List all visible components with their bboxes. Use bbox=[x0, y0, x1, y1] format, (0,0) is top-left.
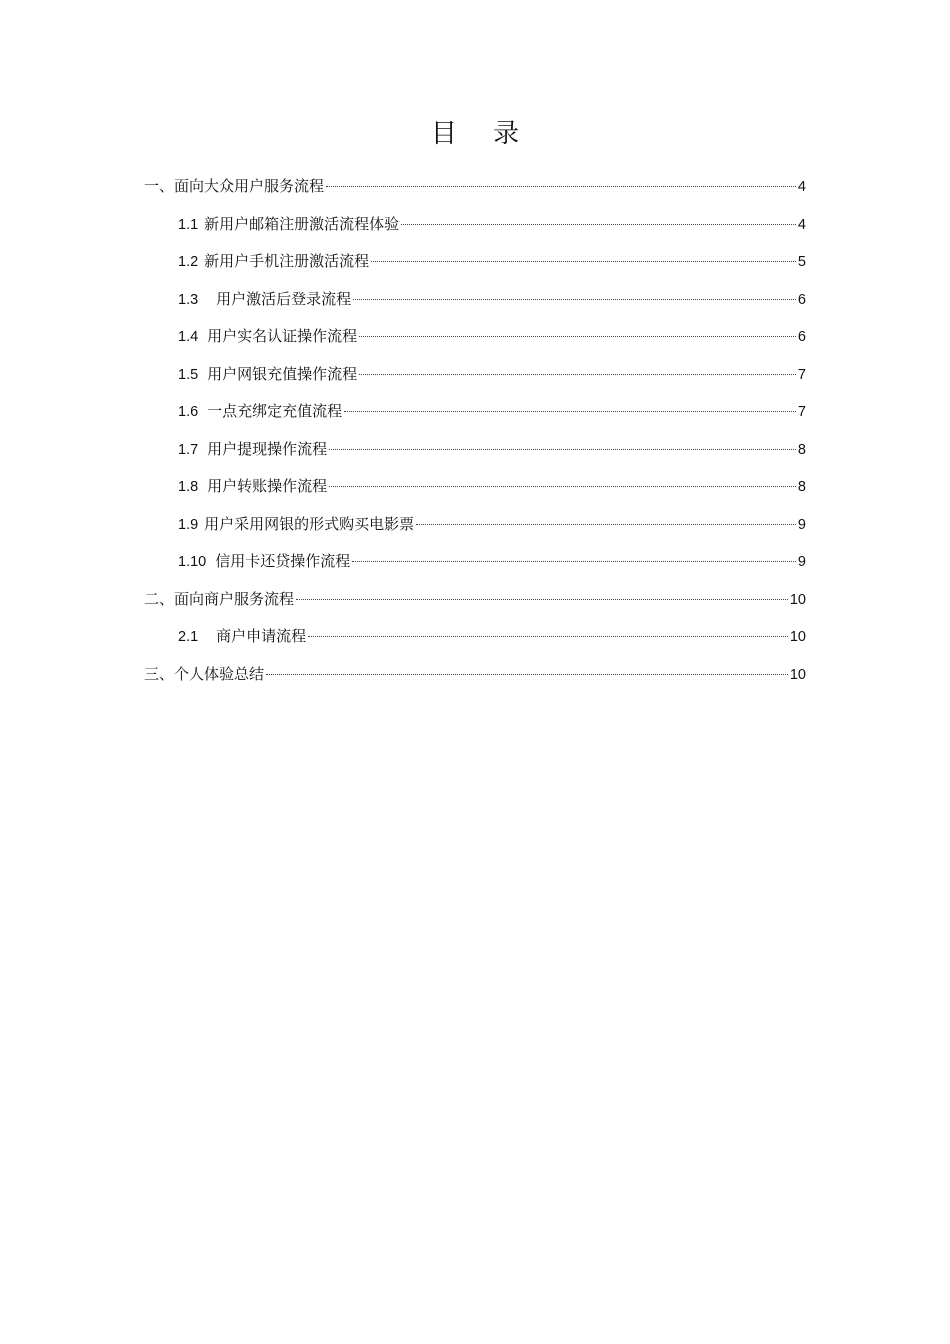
toc-leader-dots bbox=[359, 336, 796, 337]
toc-section-number: 1.9 bbox=[178, 516, 199, 533]
toc-page-number: 8 bbox=[797, 441, 806, 458]
toc-page-number: 9 bbox=[797, 516, 806, 533]
toc-entry[interactable] bbox=[144, 543, 806, 581]
toc-leader-dots bbox=[326, 186, 796, 187]
toc-entry[interactable] bbox=[144, 431, 806, 469]
toc-entry[interactable] bbox=[144, 506, 806, 544]
toc-page-number: 5 bbox=[797, 254, 806, 270]
toc-leader-dots bbox=[296, 599, 788, 600]
toc-entry-text: 用户转账操作流程 bbox=[207, 477, 328, 495]
toc-page-number: 7 bbox=[797, 404, 806, 420]
toc-entry-text: 三、个人体验总结 bbox=[144, 664, 265, 683]
toc-leader-dots bbox=[329, 449, 796, 450]
toc-section-number: 2.1 bbox=[178, 629, 199, 645]
toc-leader-dots bbox=[308, 636, 788, 637]
toc-section-number: 1.1 bbox=[178, 216, 199, 233]
toc-entry-text: 用户网银充值操作流程 bbox=[207, 364, 358, 383]
toc-entry-text: 商户申请流程 bbox=[216, 627, 307, 645]
toc-page-number: 8 bbox=[797, 479, 806, 495]
toc-section-number: 1.10 bbox=[178, 554, 207, 570]
toc-entry[interactable] bbox=[144, 581, 806, 619]
toc-entry-text: 一、面向大众用户服务流程 bbox=[144, 177, 325, 195]
toc-page-number: 4 bbox=[797, 179, 806, 195]
toc-page-number: 4 bbox=[797, 216, 806, 233]
toc-entry[interactable] bbox=[144, 393, 806, 431]
toc-entry-text: 用户激活后登录流程 bbox=[216, 289, 352, 308]
toc-entry-text: 信用卡还贷操作流程 bbox=[215, 552, 351, 570]
toc-entry[interactable] bbox=[144, 281, 806, 319]
toc-section-number: 1.2 bbox=[178, 254, 199, 270]
toc-leader-dots bbox=[359, 374, 796, 375]
toc-page-number: 10 bbox=[789, 591, 806, 608]
toc-entry[interactable] bbox=[144, 206, 806, 244]
toc-entry-text: 新用户邮箱注册激活流程体验 bbox=[204, 214, 400, 233]
table-of-contents bbox=[144, 168, 806, 693]
toc-leader-dots bbox=[329, 486, 796, 487]
toc-entry-text: 二、面向商户服务流程 bbox=[144, 589, 295, 608]
toc-page-number: 6 bbox=[797, 291, 806, 308]
toc-section-number: 1.5 bbox=[178, 366, 199, 383]
toc-leader-dots bbox=[416, 524, 796, 525]
toc-page-number: 7 bbox=[797, 366, 806, 383]
toc-entry-text: 用户采用网银的形式购买电影票 bbox=[204, 514, 415, 533]
toc-entry[interactable] bbox=[144, 656, 806, 694]
toc-leader-dots bbox=[401, 224, 796, 225]
toc-title: 目 录 bbox=[430, 119, 534, 149]
toc-section-number: 1.8 bbox=[178, 479, 199, 495]
toc-page-number: 10 bbox=[789, 629, 806, 645]
toc-page-number: 9 bbox=[797, 554, 806, 570]
toc-leader-dots bbox=[344, 411, 796, 412]
toc-section-number: 1.4 bbox=[178, 329, 199, 345]
toc-page-number: 6 bbox=[797, 329, 806, 345]
toc-entry[interactable] bbox=[144, 356, 806, 394]
toc-entry[interactable] bbox=[144, 618, 806, 656]
toc-entry[interactable] bbox=[144, 468, 806, 506]
toc-entry-text: 新用户手机注册激活流程 bbox=[204, 252, 370, 270]
toc-entry-text: 用户实名认证操作流程 bbox=[207, 327, 358, 345]
toc-leader-dots bbox=[353, 299, 796, 300]
toc-leader-dots bbox=[266, 674, 788, 675]
toc-entry[interactable] bbox=[144, 243, 806, 281]
toc-leader-dots bbox=[371, 261, 796, 262]
toc-section-number: 1.6 bbox=[178, 404, 199, 420]
toc-entry[interactable] bbox=[144, 168, 806, 206]
toc-entry[interactable] bbox=[144, 318, 806, 356]
toc-entry-text: 一点充绑定充值流程 bbox=[207, 402, 343, 420]
toc-entry-text: 用户提现操作流程 bbox=[207, 439, 328, 458]
toc-leader-dots bbox=[352, 561, 796, 562]
toc-page-number: 10 bbox=[789, 666, 806, 683]
toc-section-number: 1.3 bbox=[178, 291, 199, 308]
toc-section-number: 1.7 bbox=[178, 441, 199, 458]
